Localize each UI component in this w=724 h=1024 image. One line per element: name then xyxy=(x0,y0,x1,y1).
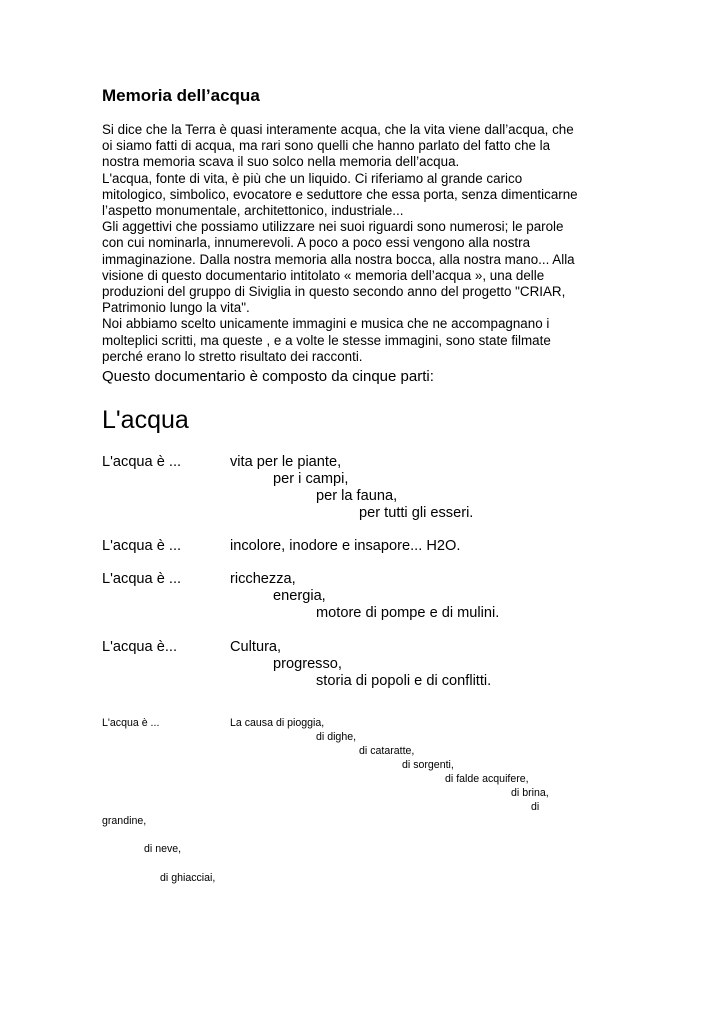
intro-line: Si dice che la Terra è quasi interamente acqua, che la vita viene dall’acqua, che xyxy=(102,122,574,137)
intro-line: l’aspetto monumentale, architettonico, industriale... xyxy=(102,203,404,219)
stanza-1-line: per i campi, xyxy=(273,471,349,487)
stanza-5-line: La causa di pioggia, xyxy=(230,717,325,729)
stanza-2-label: L'acqua è ... xyxy=(102,538,182,554)
document-title: Memoria dell’acqua xyxy=(102,86,260,105)
stanza-4-line: Cultura, xyxy=(230,639,282,655)
intro-line: con cui nominarla, innumerevoli. A poco a poco essi vengono alla nostra xyxy=(102,235,531,251)
stanza-5-line: di neve, xyxy=(144,843,182,855)
intro-paragraph xyxy=(102,122,602,365)
stanza-4-line: progresso, xyxy=(273,656,342,672)
intro-line: Patrimonio lungo la vita". xyxy=(102,300,250,316)
intro-line: L'acqua, fonte di vita, è più che un liquido. Ci riferiamo al grande carico xyxy=(102,170,523,186)
intro-line: Gli aggettivi che possiamo utilizzare nei suoi riguardi sono numerosi; le parole xyxy=(102,219,564,235)
intro-line: produzioni del gruppo di Siviglia in questo secondo anno del progetto "CRIAR, xyxy=(102,284,566,300)
stanza-2-line: incolore, inodore e insapore... H2O. xyxy=(230,538,461,554)
intro-line: molteplici scritti, ma queste , e a volte le stesse immagini, sono state filmate xyxy=(102,332,551,348)
intro-line: immaginazione. Dalla nostra memoria alla nostra bocca, alla nostra mano... Alla xyxy=(102,251,575,267)
stanza-5-line: grandine, xyxy=(102,815,147,827)
stanza-3-line: energia, xyxy=(273,588,326,604)
intro-line: Noi abbiamo scelto unicamente immagini e musica che ne accompagnano i xyxy=(102,316,550,332)
stanza-4-line: storia di popoli e di conflitti. xyxy=(316,673,492,689)
stanza-1-label: L'acqua è ... xyxy=(102,454,182,470)
stanza-5-line: di ghiacciai, xyxy=(160,872,216,884)
intro-line: visione di questo documentario intitolato « memoria dell’acqua », una delle xyxy=(102,267,545,283)
stanza-5-line: di sorgenti, xyxy=(402,759,454,771)
stanza-3-line: ricchezza, xyxy=(230,571,296,587)
stanza-5-line: di cataratte, xyxy=(359,745,415,757)
stanza-1-line: vita per le piante, xyxy=(230,454,342,470)
stanza-5-line: di brina, xyxy=(511,787,549,799)
section-heading: L'acqua xyxy=(102,406,189,434)
intro-line: nostra memoria scava il suo solco nella memoria dell’acqua. xyxy=(102,154,460,170)
stanza-3-label: L'acqua è ... xyxy=(102,571,182,587)
stanza-4-label: L'acqua è... xyxy=(102,639,177,655)
stanza-1-line: per la fauna, xyxy=(316,488,398,504)
stanza-5-label: L'acqua è ... xyxy=(102,717,160,729)
stanza-5-line: di falde acquifere, xyxy=(445,773,529,785)
intro-line: mitologico, simbolico, evocatore e seduttore che essa porta, senza dimenticarne xyxy=(102,186,578,202)
stanza-5-line: di dighe, xyxy=(316,731,357,743)
intro-line: oi siamo fatti di acqua, ma rari sono quelli che hanno parlato del fatto che la xyxy=(102,138,551,154)
parts-intro: Questo documentario è composto da cinque parti: xyxy=(102,368,434,385)
stanza-3-line: motore di pompe e di mulini. xyxy=(316,605,500,621)
stanza-5-line: di xyxy=(531,801,540,813)
intro-line: perché erano lo stretto risultato dei racconti. xyxy=(102,348,363,364)
stanza-1-line: per tutti gli esseri. xyxy=(359,505,474,521)
